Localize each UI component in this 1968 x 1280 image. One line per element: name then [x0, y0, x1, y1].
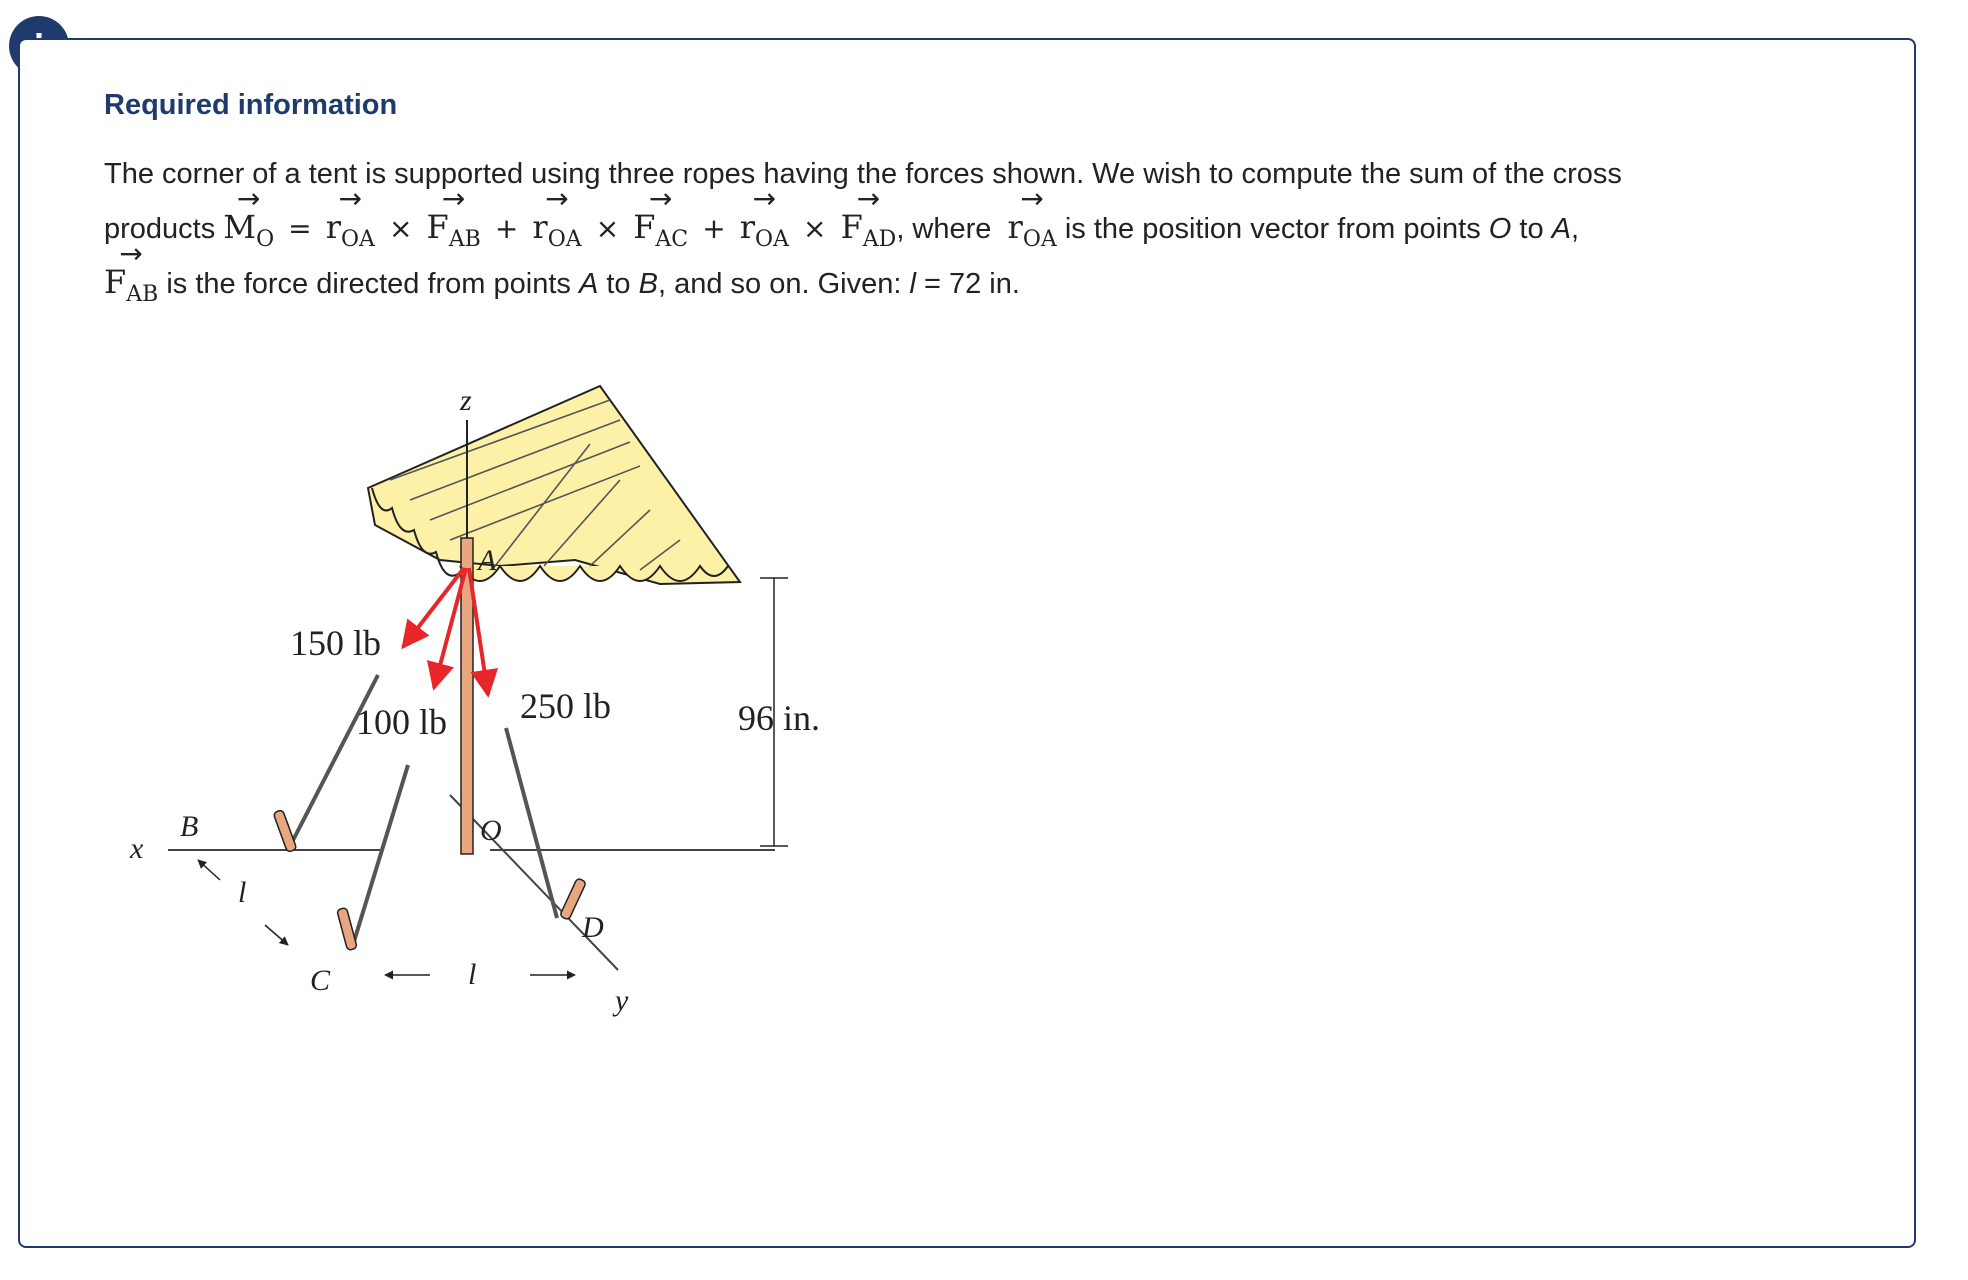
- products-word: products: [104, 213, 216, 245]
- point-o: O: [1488, 213, 1512, 245]
- dim-l2-label: l: [468, 958, 477, 991]
- plus-sign-1: +: [494, 212, 519, 245]
- moment-symbol: → $M_O$: [223, 201, 274, 254]
- point-a-2: A: [578, 268, 599, 300]
- cross-sign-2: ×: [595, 212, 620, 245]
- r-oa-symbol-3: → $r_{OA}$: [740, 201, 789, 254]
- height-label: 96 in.: [738, 698, 821, 738]
- position-desc-a: is the position vector from points: [1064, 213, 1481, 245]
- force-ac-label: 100 lb: [356, 702, 448, 742]
- point-c-label: C: [310, 964, 331, 997]
- point-b: B: [638, 268, 658, 300]
- problem-statement: The corner of a tent is supported using three ropes having the forces shown. We wish to compute the sum of the cross products → $M_O$ = → $r_{OA}$ × → $F_{AB}$ + → $r_{OA}$ × → $F_{AC}$ + → $r_{OA}$ × → $F_{AD}$, where → $r_{OA}$ is the position vector from points O to A, → $F_{AB}$ is the force directed from points A to B, and so on. Given: l = 72 in.: [104, 148, 1894, 311]
- force-desc-b: to: [606, 268, 631, 300]
- equals-sign: =: [288, 212, 312, 245]
- f-ad-symbol: → $F_{AD}$: [841, 201, 897, 254]
- tent-figure: [120, 370, 840, 1030]
- force-ad-label: 250 lb: [520, 686, 612, 726]
- point-a-label: A: [478, 544, 497, 577]
- section-heading: Required information: [104, 89, 398, 121]
- point-a: A: [1551, 213, 1571, 245]
- point-b-label: B: [180, 810, 199, 843]
- force-desc-c: , and so on. Given:: [657, 268, 902, 300]
- where-word: , where: [896, 213, 992, 245]
- position-desc-b: to: [1519, 213, 1544, 245]
- x-axis-label: x: [130, 832, 144, 865]
- plus-sign-2: +: [702, 212, 726, 245]
- r-oa-symbol-4: → $r_{OA}$: [1008, 201, 1057, 254]
- rope-ac: [352, 765, 408, 948]
- f-ab-symbol-2: → $F_{AB}$: [104, 256, 158, 309]
- r-oa-symbol-1: → $r_{OA}$: [326, 201, 375, 254]
- intro-text: The corner of a tent is supported using three ropes having the forces shown. We wish to compute the sum of the cross: [104, 158, 1622, 190]
- tent-diagram: [120, 370, 840, 1030]
- rope-ad: [506, 728, 557, 918]
- cross-sign-3: ×: [803, 212, 827, 245]
- point-o-label: O: [480, 814, 502, 847]
- force-ab-label: 150 lb: [290, 623, 382, 663]
- force-desc-a: is the force directed from points: [166, 268, 571, 300]
- given-value: = 72 in.: [923, 268, 1020, 300]
- y-axis-label: y: [615, 984, 629, 1017]
- tent-scallops: [460, 566, 728, 581]
- point-d-label: D: [582, 911, 604, 944]
- stake-c: [337, 907, 358, 950]
- given-variable: l: [909, 268, 916, 300]
- f-ac-symbol: → $F_{AC}$: [633, 201, 688, 254]
- z-axis-label: z: [460, 384, 472, 417]
- dim-l1-arrow-b: [265, 925, 288, 945]
- dim-l1-arrow-a: [198, 860, 220, 880]
- f-ab-symbol: → $F_{AB}$: [427, 201, 481, 254]
- stake-b: [273, 810, 297, 853]
- dim-l1-label: l: [238, 876, 247, 909]
- cross-sign-1: ×: [389, 212, 413, 245]
- r-oa-symbol-2: → $r_{OA}$: [532, 201, 581, 254]
